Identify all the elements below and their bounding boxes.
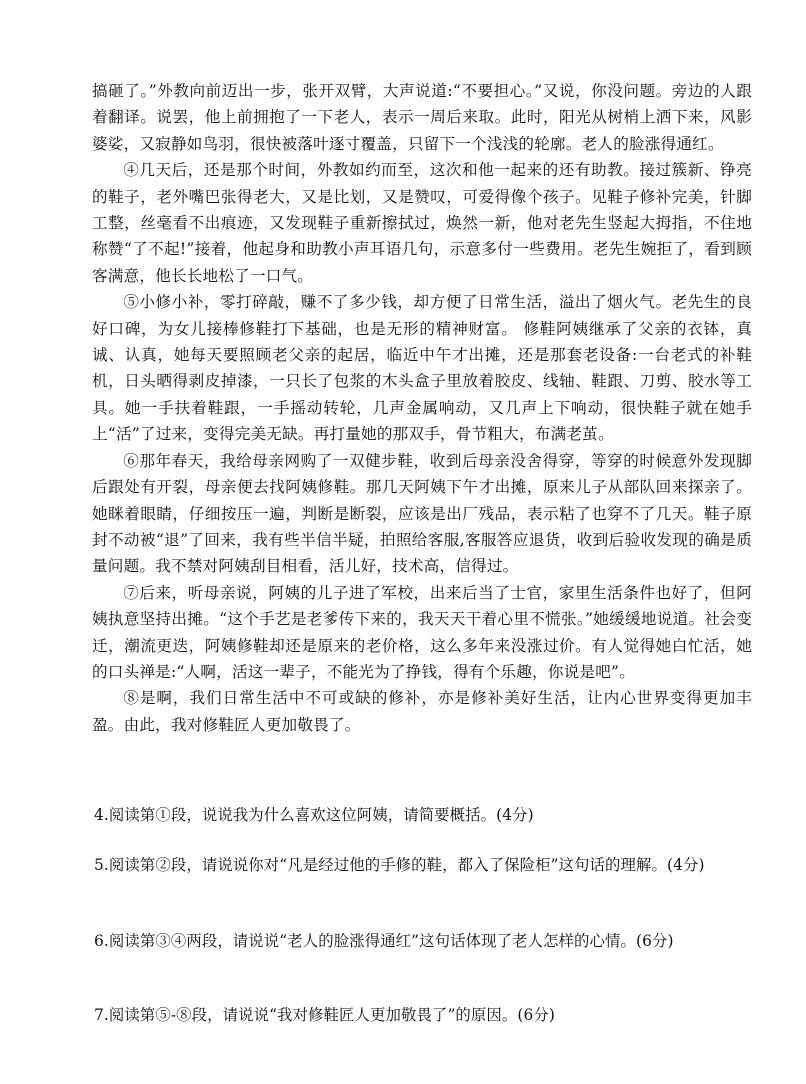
paragraph-3-continued: 搞砸了。”外教向前迈出一步，张开双臂，大声说道:“不要担心。”又说，你没问题。旁边的人跟着翻译。说罢，他上前拥抱了一下老人，表示一周后来取。此时，阳光从树梢上洒下来，风影婆娑，又寂静如鸟羽，很快被落叶逐寸覆盖，只留下一个浅浅的轮廓。老人的脸涨得通红。 (92, 82, 752, 153)
reading-passage (92, 78, 752, 738)
question-6: 6.阅读第③④两段，请说说“老人的脸涨得通红”这句话体现了老人怎样的心情。(6分) (94, 932, 674, 950)
paragraph-7: ⑦后来，听母亲说，阿姨的儿子进了军校，出来后当了士官，家里生活条件也好了，但阿姨执意坚持出摊。“这个手艺是老爹传下来的，我天天干着心里不慌张。”她缓缓地说道。社会变迁，潮流更迭，阿姨修鞋却还是原来的老价格，这么多年来没涨过价。有人觉得她白忙活，她的口头禅是:“人啊，活这一辈子，不能光为了挣钱，得有个乐趣，你说是吧”。 (92, 583, 752, 681)
paragraph-6: ⑥那年春天，我给母亲网购了一双健步鞋，收到后母亲没舍得穿，等穿的时候意外发现脚后跟处有开裂，母亲便去找阿姨修鞋。那几天阿姨下午才出摊，原来儿子从部队回来探亲了。她眯着眼睛，仔细按压一遍，判断是断裂，应该是出厂残品，表示粘了也穿不了几天。鞋子原封不动被“退”了回来，我有些半信半疑，拍照给客服,客服答应退货，收到后验收发现的确是质量问题。我不禁对阿姨刮目相看，活儿好，技术高，信得过。 (92, 451, 752, 576)
question-4: 4.阅读第①段，说说我为什么喜欢这位阿姨，请简要概括。(4分) (94, 806, 534, 824)
paragraph-4: ④几天后，还是那个时间，外教如约而至，这次和他一起来的还有助教。接过簇新、铮亮的鞋子，老外嘴巴张得老大，又是比划，又是赞叹，可爱得像个孩子。见鞋子修补完美，针脚工整，丝毫看不出痕迹，又发现鞋子重新擦拭过，焕然一新，他对老先生竖起大拇指，不住地称赞“了不起!”接着，他起身和助教小声耳语几句，示意多付一些费用。老先生婉拒了，看到顾客满意，他长长地松了一口气。 (92, 161, 752, 285)
paragraph-5: ⑤小修小补，零打碎敲，赚不了多少钱，却方便了日常生活，溢出了烟火气。老先生的良好口碑，为女儿接棒修鞋打下基础，也是无形的精神财富。 修鞋阿姨继承了父亲的衣钵，真诚、认真，她每天要照顾老父亲的起居，临近中午才出摊，还是那套老设备:一台老式的补鞋机，日头晒得剥皮掉漆，一只长了包浆的木头盒子里放着胶皮、线轴、鞋跟、刀剪、胶水等工具。她一手扶着鞋跟，一手摇动转轮，几声金属响动，又几声上下响动，很快鞋子就在她手上“活”了过来，变得完美无缺。再打量她的那双手，骨节粗大，布满老茧。 (92, 293, 752, 444)
question-7: 7.阅读第⑤-⑧段，请说说“我对修鞋匠人更加敬畏了”的原因。(6分) (94, 1006, 555, 1024)
question-5: 5.阅读第②段，请说说你对“凡是经过他的手修的鞋，都入了保险柜”这句话的理解。(4分) (94, 856, 705, 874)
paragraph-8: ⑧是啊，我们日常生活中不可或缺的修补，亦是修补美好生活，让内心世界变得更加丰盈。由此，我对修鞋匠人更加敬畏了。 (92, 689, 752, 734)
